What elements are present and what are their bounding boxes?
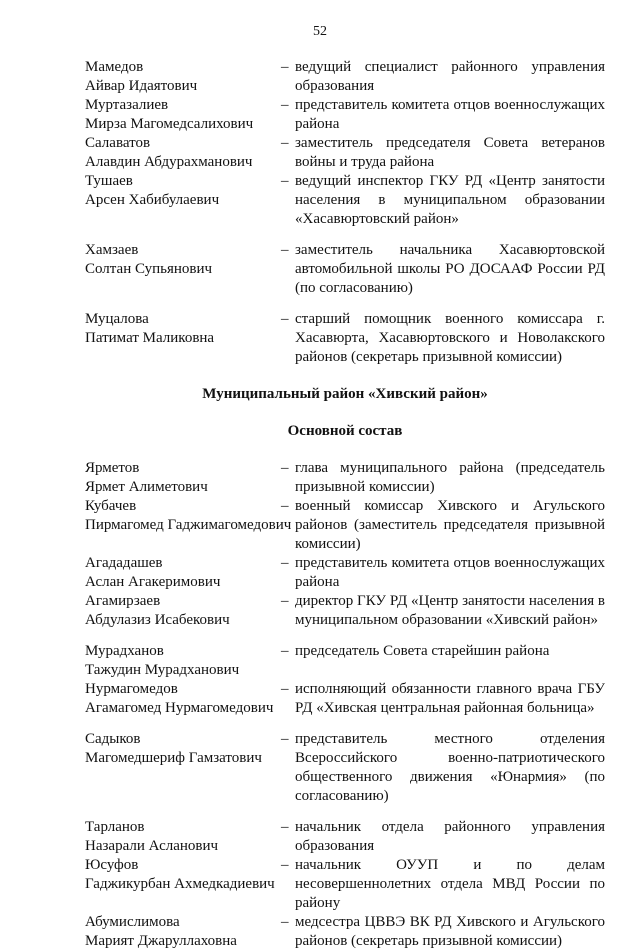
member-row [85, 730, 605, 806]
member-role-text: начальник отдела районного управления образования [295, 819, 605, 854]
member-surname: Хамзаев [85, 242, 139, 258]
member-role-text: военный комиссар Хивского и Агульского районов (заместитель председателя призывной комиссии) [295, 498, 605, 552]
member-role [281, 913, 605, 951]
member-given-name: Гаджикурбан Ахмедкадиевич [85, 876, 275, 892]
member-given-name: Ярмет Алиметович [85, 479, 208, 495]
dash: – [281, 914, 289, 930]
member-surname: Салаватов [85, 135, 151, 151]
member-role-text: представитель местного отделения Всероссийского военно-патриотического общественного движения «Юнармия» (по согласованию) [295, 731, 605, 804]
member-role-text: старший помощник военного комиссара г. Хасавюрта, Хасавюртовского и Новолакского районов (секретарь призывной комиссии) [295, 311, 605, 365]
member-given-name: Марият Джаруллаховна [85, 933, 237, 949]
dash: – [281, 643, 289, 659]
member-given-name: Абдулазиз Исабекович [85, 612, 230, 628]
member-role [281, 241, 605, 298]
document-body [85, 58, 605, 951]
member-given-name: Патимат Маликовна [85, 330, 215, 346]
member-given-name: Тажудин Мурадханович [85, 662, 240, 678]
member-surname: Ярметов [85, 460, 140, 476]
member-row [85, 680, 605, 718]
member-role [281, 172, 605, 229]
member-given-name: Магомедшериф Гамзатович [85, 750, 262, 766]
member-surname: Муцалова [85, 311, 149, 327]
member-role-text: председатель Совета старейшин района [295, 643, 550, 659]
composition-heading: Основной состав [287, 423, 403, 439]
member-name [85, 58, 281, 96]
member-row [85, 134, 605, 172]
member-surname: Муртазалиев [85, 97, 169, 113]
member-role-text: ведущий специалист районного управления образования [295, 59, 605, 94]
dash: – [281, 593, 289, 609]
member-role-text: медсестра ЦВВЭ ВК РД Хивского и Агульского районов (секретарь призывной комиссии) [295, 914, 605, 949]
dash: – [281, 819, 289, 835]
member-role [281, 58, 605, 96]
member-role-text: начальник ОУУП и по делам несовершеннолетних отдела МВД России по району [295, 857, 605, 911]
member-role-text: представитель комитета отцов военнослужащих района [295, 97, 605, 132]
member-given-name: Арсен Хабибулаевич [85, 192, 220, 208]
member-name [85, 459, 281, 497]
member-role-text: заместитель начальника Хасавюртовской автомобильной школы РО ДОСААФ России РД (по согласованию) [295, 242, 605, 296]
member-given-name: Назарали Асланович [85, 838, 219, 854]
member-role [281, 592, 605, 630]
dash: – [281, 555, 289, 571]
dash: – [281, 731, 289, 747]
dash: – [281, 498, 289, 514]
member-row [85, 592, 605, 630]
member-surname: Кубачев [85, 498, 137, 514]
member-surname: Тушаев [85, 173, 133, 189]
member-given-name: Агамагомед Нурмагомедович [85, 700, 274, 716]
member-role-text: заместитель председателя Совета ветеранов войны и труда района [295, 135, 605, 170]
member-row [85, 310, 605, 367]
member-surname: Агададашев [85, 555, 163, 571]
member-name [85, 497, 292, 554]
member-row [85, 856, 605, 913]
member-name [85, 730, 281, 806]
member-role [281, 96, 605, 134]
member-surname: Тарланов [85, 819, 145, 835]
member-surname: Садыков [85, 731, 141, 747]
dash: – [281, 242, 289, 258]
member-given-name: Айвар Идаятович [85, 78, 198, 94]
member-surname: Мамедов [85, 59, 144, 75]
member-surname: Юсуфов [85, 857, 139, 873]
member-surname: Абумислимова [85, 914, 180, 930]
member-role-text: директор ГКУ РД «Центр занятости населения в муниципальном образовании «Хивский район» [295, 593, 605, 628]
member-name [85, 818, 281, 856]
member-name [85, 310, 281, 367]
member-given-name: Пирмагомед Гаджимагомедович [85, 517, 292, 533]
district-heading: Муниципальный район «Хивский район» [202, 386, 488, 402]
dash: – [281, 311, 289, 327]
member-role [281, 856, 605, 913]
page-number: 52 [313, 24, 327, 39]
member-role [281, 497, 605, 554]
member-role [281, 818, 605, 856]
dash: – [281, 97, 289, 113]
member-row [85, 459, 605, 497]
member-role [281, 730, 605, 806]
member-role [281, 642, 605, 680]
member-list-1 [85, 58, 605, 367]
dash: – [281, 681, 289, 697]
member-name [85, 856, 281, 913]
member-surname: Агамирзаев [85, 593, 161, 609]
member-row [85, 96, 605, 134]
member-row [85, 241, 605, 298]
member-list-2 [85, 459, 605, 951]
member-row [85, 58, 605, 96]
member-name [85, 134, 281, 172]
member-given-name: Мирза Магомедсалихович [85, 116, 254, 132]
member-role [281, 554, 605, 592]
member-role [281, 459, 605, 497]
member-role [281, 680, 605, 718]
dash: – [281, 857, 289, 873]
dash: – [281, 59, 289, 75]
member-name [85, 96, 281, 134]
member-name [85, 554, 281, 592]
member-row [85, 818, 605, 856]
member-name [85, 172, 281, 229]
member-row [85, 642, 605, 680]
member-role [281, 134, 605, 172]
dash: – [281, 460, 289, 476]
member-name [85, 592, 281, 630]
member-role-text: глава муниципального района (председатель призывной комиссии) [295, 460, 605, 495]
member-given-name: Алавдин Абдурахманович [85, 154, 253, 170]
member-role [281, 310, 605, 367]
member-role-text: исполняющий обязанности главного врача ГБУ РД «Хивская центральная районная больница» [295, 681, 605, 716]
dash: – [281, 173, 289, 189]
member-given-name: Аслан Агакеримович [85, 574, 221, 590]
member-row [85, 172, 605, 229]
member-role-text: представитель комитета отцов военнослужащих района [295, 555, 605, 590]
member-name [85, 913, 281, 951]
member-surname: Нурмагомедов [85, 681, 178, 697]
member-name [85, 642, 281, 680]
member-row [85, 913, 605, 951]
member-given-name: Солтан Супьянович [85, 261, 213, 277]
dash: – [281, 135, 289, 151]
member-name [85, 680, 281, 718]
member-surname: Мурадханов [85, 643, 164, 659]
member-row [85, 554, 605, 592]
member-row [85, 497, 605, 554]
member-role-text: ведущий инспектор ГКУ РД «Центр занятости населения в муниципальном образовании «Хасавюртовский район» [295, 173, 605, 227]
member-name [85, 241, 281, 298]
